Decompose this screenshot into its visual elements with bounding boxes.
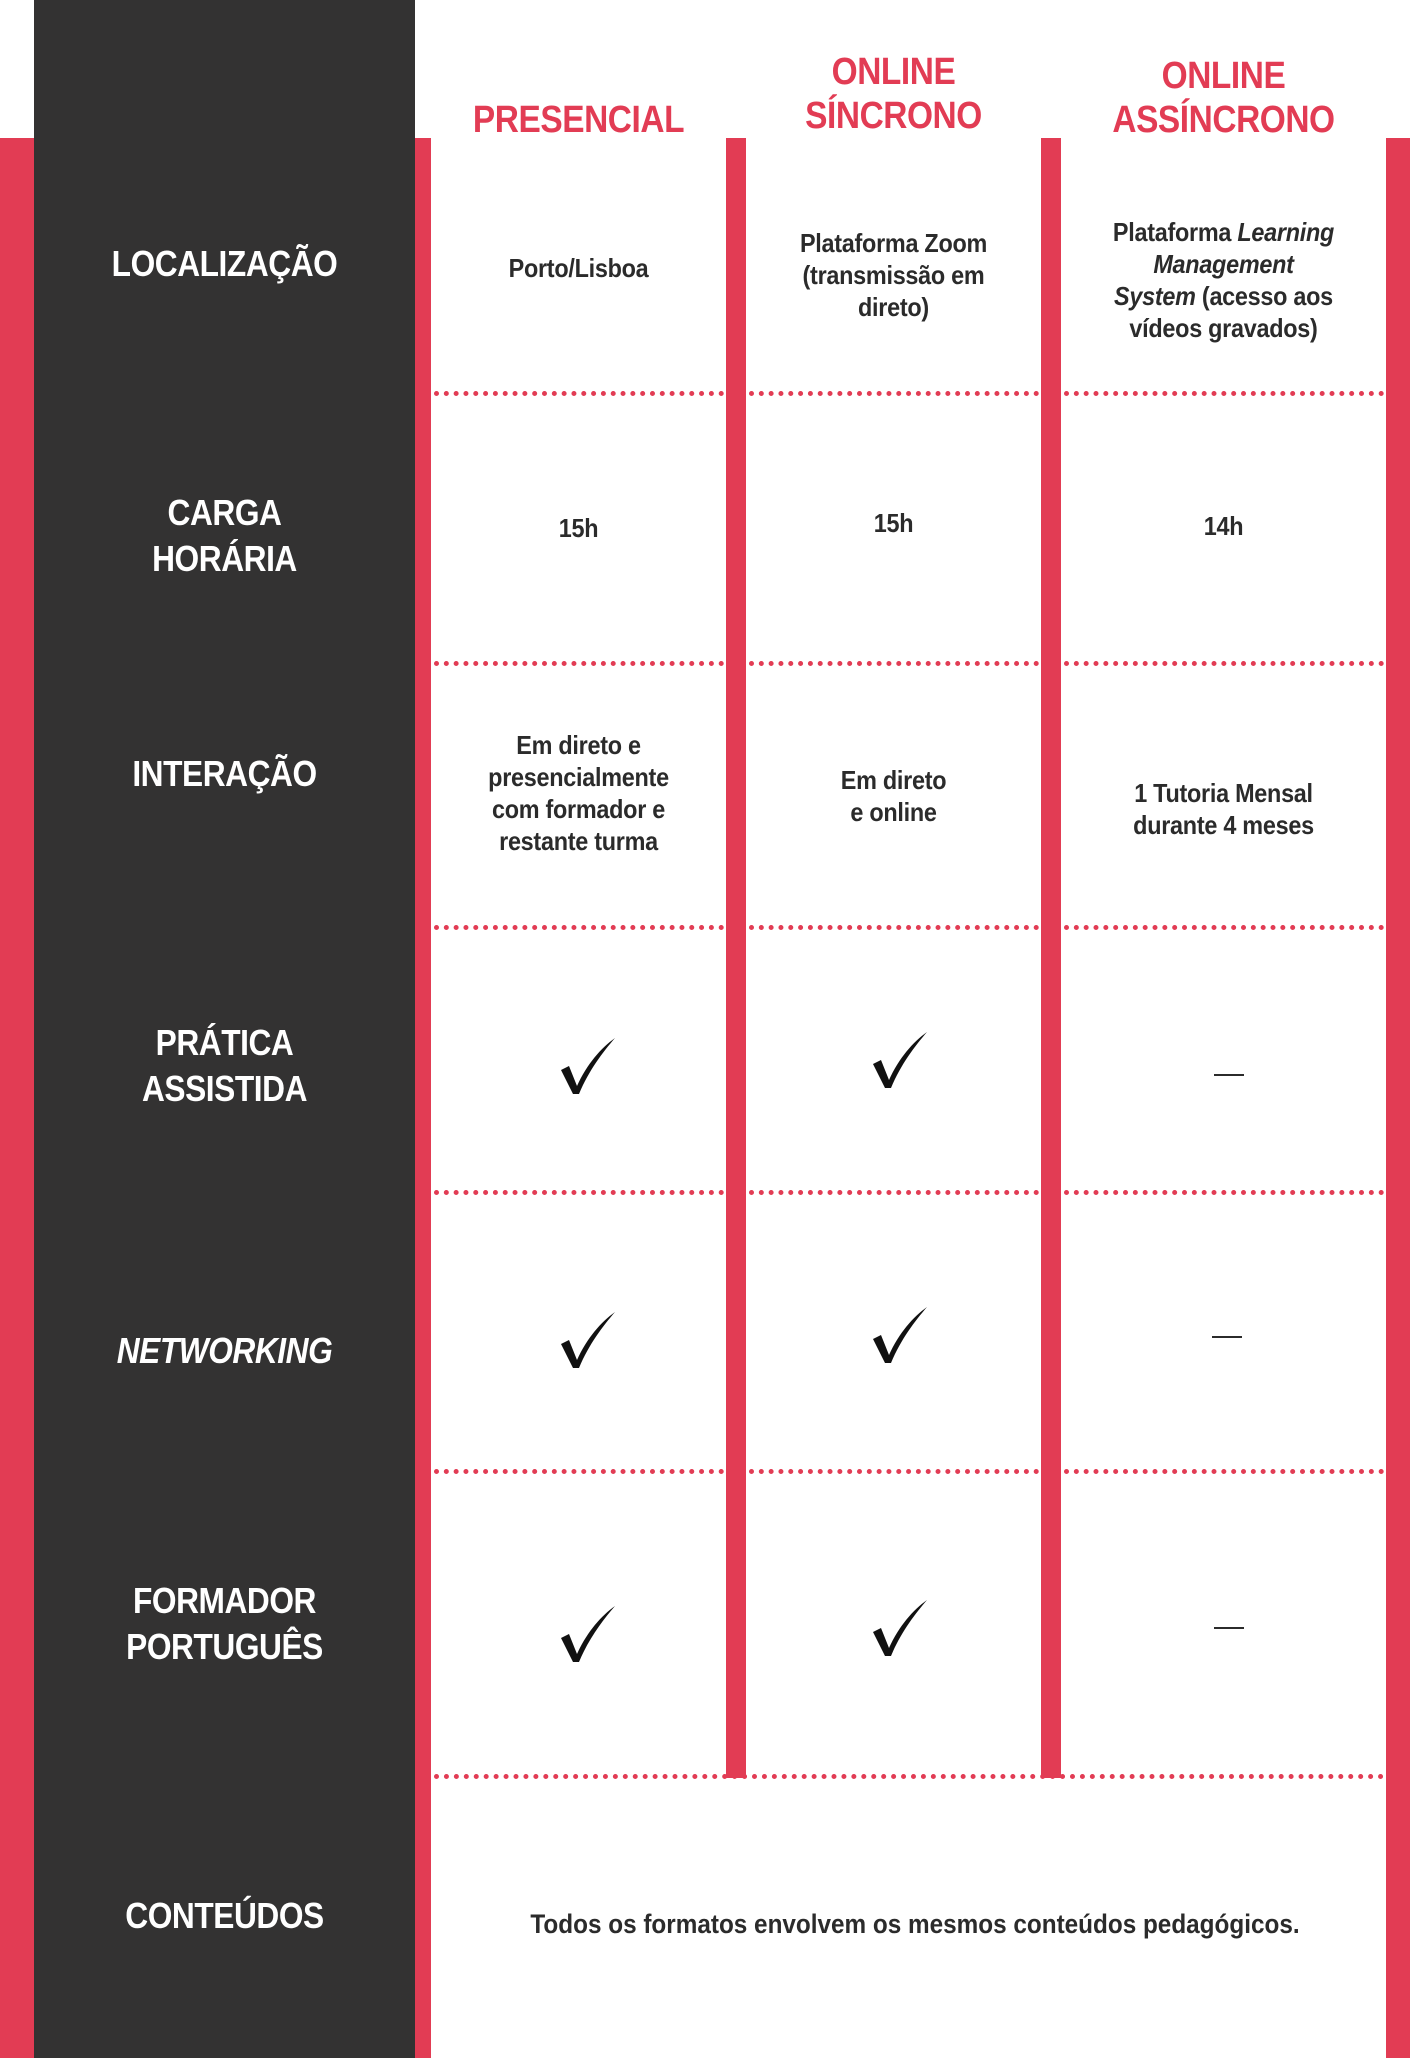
row-separator	[1064, 1469, 1384, 1474]
row-label-networking	[57, 1328, 392, 1374]
dash-icon	[1214, 1627, 1244, 1629]
row-label-interacao-text: INTERAÇÃO	[132, 753, 317, 794]
row-label-localizacao	[57, 241, 392, 287]
cell-localizacao-presencial-text: Porto/Lisboa	[508, 253, 649, 283]
row-label-carga-horaria	[57, 490, 392, 582]
row-label-conteudos	[57, 1893, 392, 1939]
cell-interacao-assincrono-line2: durante 4 meses	[1133, 810, 1314, 840]
row-separator	[434, 661, 724, 666]
row-label-formador-line1: FORMADOR	[132, 1580, 317, 1621]
dash-icon	[1214, 1074, 1244, 1076]
cell-interacao-assincrono	[1077, 777, 1370, 841]
checkmark-icon	[869, 1030, 929, 1090]
column-header-assincrono-line2: ASSÍNCRONO	[1112, 99, 1335, 141]
cell-carga-presencial-text: 15h	[558, 513, 599, 543]
row-label-carga-line2: HORÁRIA	[152, 538, 297, 579]
column-header-online-sincrono	[764, 50, 1024, 138]
row-label-pratica-line2: ASSISTIDA	[141, 1068, 308, 1109]
checkmark-icon	[557, 1604, 617, 1664]
divider-presencial-left	[415, 138, 431, 2058]
row-separator	[749, 391, 1039, 396]
checkmark-icon	[869, 1598, 929, 1658]
row-separator	[434, 391, 724, 396]
cell-interacao-presencial-line3: com formador e	[491, 794, 666, 824]
row-separator	[1064, 1190, 1384, 1195]
column-header-sincrono-line1: ONLINE	[831, 51, 956, 93]
cell-carga-assincrono	[1077, 510, 1370, 542]
cell-localizacao-assincrono-e: (acesso aos	[1195, 281, 1333, 311]
cell-interacao-presencial	[446, 729, 712, 857]
conteudos-note-text: Todos os formatos envolvem os mesmos conteúdos pedagógicos.	[530, 1909, 1300, 1939]
cell-carga-sincrono	[761, 507, 1027, 539]
cell-carga-presencial	[446, 512, 712, 544]
cell-carga-sincrono-text: 15h	[873, 508, 914, 538]
cell-interacao-presencial-line4: restante turma	[499, 826, 658, 856]
cell-localizacao-sincrono-line1: Plataforma Zoom	[799, 228, 988, 258]
cell-localizacao-assincrono	[1077, 216, 1370, 344]
dash-icon	[1212, 1336, 1242, 1338]
cell-localizacao-sincrono-line2: (transmissão em	[802, 260, 985, 290]
cell-localizacao-presencial	[446, 252, 712, 284]
column-header-online-assincrono	[1081, 54, 1367, 142]
row-separator	[434, 925, 724, 930]
row-separator	[749, 1469, 1039, 1474]
column-header-assincrono-line1: ONLINE	[1161, 55, 1286, 97]
row-separator	[434, 1190, 724, 1195]
checkmark-icon	[869, 1305, 929, 1365]
cell-interacao-sincrono-line1: Em direto	[840, 765, 947, 795]
checkmark-icon	[557, 1036, 617, 1096]
row-label-conteudos-text: CONTEÚDOS	[125, 1895, 324, 1936]
divider-sincrono-assincrono	[1041, 138, 1061, 1778]
column-header-presencial-text: PRESENCIAL	[472, 99, 685, 141]
cell-localizacao-sincrono-line3: direto)	[858, 292, 929, 322]
row-separator	[434, 1774, 1384, 1779]
row-separator	[1064, 391, 1384, 396]
cell-interacao-sincrono	[761, 764, 1027, 828]
row-separator	[434, 1469, 724, 1474]
cell-localizacao-assincrono-a: Plataforma	[1112, 217, 1238, 247]
row-label-carga-line1: CARGA	[167, 492, 282, 533]
cell-localizacao-assincrono-d: System	[1114, 281, 1196, 311]
cell-interacao-assincrono-line1: 1 Tutoria Mensal	[1134, 778, 1313, 808]
row-separator	[749, 661, 1039, 666]
cell-carga-assincrono-text: 14h	[1203, 511, 1244, 541]
row-separator	[749, 925, 1039, 930]
checkmark-icon	[557, 1310, 617, 1370]
row-separator	[1064, 925, 1384, 930]
row-separator	[1064, 661, 1384, 666]
cell-localizacao-assincrono-b: Learning	[1237, 217, 1335, 247]
row-label-localizacao-text: LOCALIZAÇÃO	[111, 243, 338, 284]
row-label-formador-line2: PORTUGUÊS	[126, 1626, 323, 1667]
cell-localizacao-assincrono-f: vídeos gravados)	[1129, 313, 1318, 343]
row-label-interacao	[57, 751, 392, 797]
cell-interacao-presencial-line1: Em direto e	[516, 730, 641, 760]
cell-interacao-presencial-line2: presencialmente	[488, 762, 669, 792]
left-red-band	[0, 138, 34, 2058]
row-separator	[749, 1190, 1039, 1195]
row-label-networking-text: NETWORKING	[116, 1330, 333, 1371]
row-label-pratica-assistida	[57, 1020, 392, 1112]
column-header-sincrono-line2: SÍNCRONO	[805, 95, 982, 137]
row-label-formador-portugues	[57, 1578, 392, 1670]
conteudos-note	[479, 1907, 1352, 1941]
divider-presencial-sincrono	[726, 138, 746, 1778]
cell-localizacao-sincrono	[761, 227, 1027, 323]
column-header-presencial	[449, 98, 709, 142]
right-red-band	[1386, 138, 1410, 2058]
row-label-pratica-line1: PRÁTICA	[155, 1022, 294, 1063]
cell-interacao-sincrono-line2: e online	[850, 797, 937, 827]
cell-localizacao-assincrono-c: Management	[1153, 249, 1294, 279]
